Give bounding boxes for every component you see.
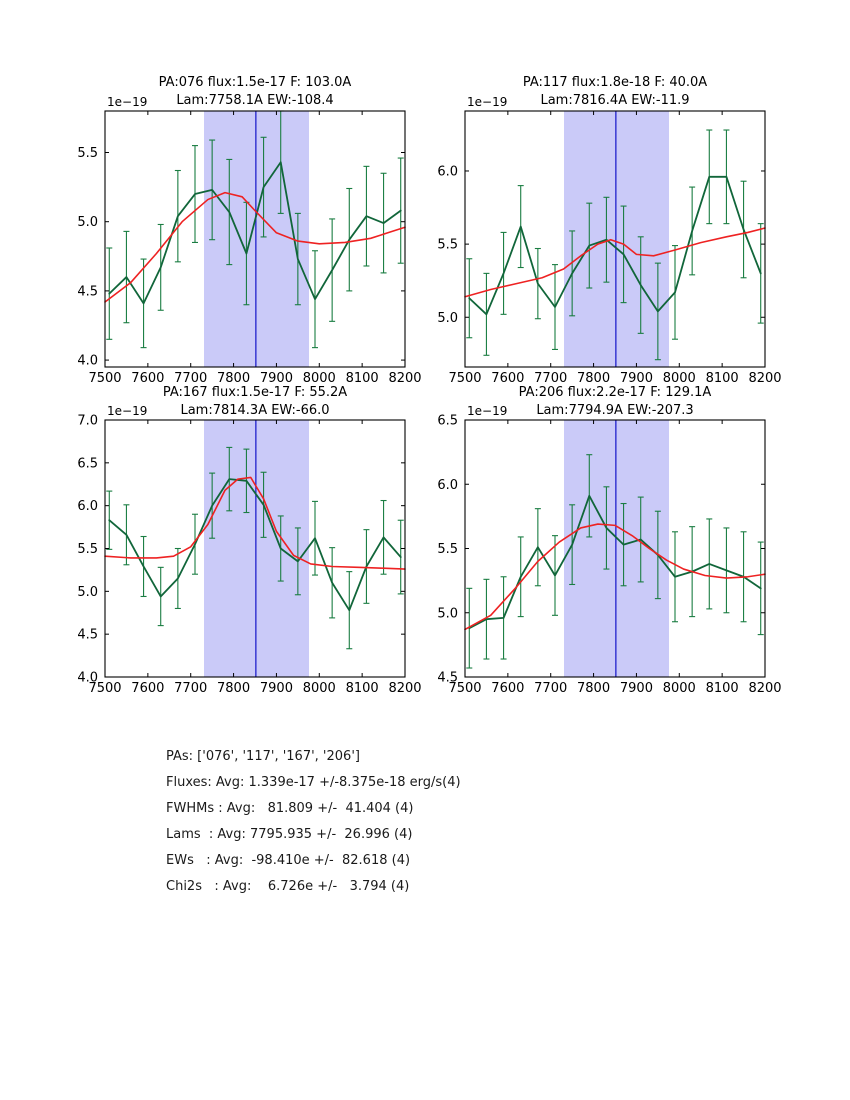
svg-text:5.0: 5.0	[77, 584, 98, 600]
svg-text:6.0: 6.0	[437, 164, 458, 180]
svg-text:8200: 8200	[748, 371, 782, 386]
svg-text:7500: 7500	[88, 371, 122, 386]
svg-text:8200: 8200	[388, 371, 422, 386]
svg-text:7600: 7600	[491, 681, 525, 696]
svg-text:7.0: 7.0	[77, 413, 98, 429]
svg-text:8000: 8000	[302, 371, 336, 386]
subplot2-title-line2: Lam:7816.4A EW:-11.9	[540, 93, 690, 108]
subplot3-title-line1: PA:167 flux:1.5e-17 F: 55.2A	[162, 385, 348, 400]
subplot3-title	[105, 384, 405, 420]
svg-text:8100: 8100	[345, 371, 379, 386]
svg-text:6.0: 6.0	[77, 499, 98, 515]
svg-text:6.5: 6.5	[77, 456, 98, 472]
summary-fluxes-line: Fluxes: Avg: 1.339e-17 +/-8.375e-18 erg/s(4)	[166, 775, 461, 790]
svg-text:7800: 7800	[577, 681, 611, 696]
summary-lams-line: Lams : Avg: 7795.935 +/- 26.996 (4)	[166, 827, 413, 842]
svg-text:5.5: 5.5	[77, 146, 98, 162]
subplot1-title-line2: Lam:7758.1A EW:-108.4	[176, 93, 334, 108]
svg-text:7500: 7500	[448, 371, 482, 386]
subplot2-offset-label: 1e−19	[467, 95, 508, 109]
subplot-4-pa206	[437, 414, 781, 697]
svg-text:7900: 7900	[619, 681, 653, 696]
summary-stats-block	[166, 744, 461, 900]
subplot1-title-line1: PA:076 flux:1.5e-17 F: 103.0A	[158, 75, 352, 90]
summary-pas-line: PAs: ['076', '117', '167', '206']	[166, 749, 360, 764]
svg-text:7700: 7700	[174, 371, 208, 386]
svg-text:7600: 7600	[491, 371, 525, 386]
subplot-3-pa167	[77, 414, 421, 697]
svg-text:8100: 8100	[705, 681, 739, 696]
svg-text:7900: 7900	[259, 681, 293, 696]
svg-text:7800: 7800	[577, 371, 611, 386]
svg-text:7700: 7700	[534, 371, 568, 386]
subplot3-offset-label: 1e−19	[107, 404, 148, 418]
svg-text:8100: 8100	[345, 681, 379, 696]
svg-text:8200: 8200	[748, 681, 782, 696]
svg-text:7900: 7900	[619, 371, 653, 386]
subplot4-offset-label: 1e−19	[467, 404, 508, 418]
svg-text:6.0: 6.0	[437, 477, 458, 493]
svg-text:5.5: 5.5	[437, 542, 458, 557]
svg-text:7500: 7500	[448, 681, 482, 696]
svg-text:5.5: 5.5	[437, 237, 458, 253]
subplot4-title-line2: Lam:7794.9A EW:-207.3	[536, 403, 694, 418]
svg-text:7800: 7800	[217, 371, 251, 386]
svg-text:7900: 7900	[259, 371, 293, 386]
summary-ews-line: EWs : Avg: -98.410e +/- 82.618 (4)	[166, 853, 411, 868]
summary-chi2s-line: Chi2s : Avg: 6.726e +/- 3.794 (4)	[166, 879, 410, 894]
subplot3-title-line2: Lam:7814.3A EW:-66.0	[180, 403, 330, 418]
svg-text:8100: 8100	[705, 371, 739, 386]
svg-text:5.0: 5.0	[437, 310, 458, 326]
svg-text:8000: 8000	[302, 681, 336, 696]
svg-text:7800: 7800	[217, 681, 251, 696]
summary-fwhms-line: FWHMs : Avg: 81.809 +/- 41.404 (4)	[166, 801, 414, 816]
svg-text:8000: 8000	[662, 681, 696, 696]
svg-text:6.5: 6.5	[437, 413, 458, 429]
svg-text:5.0: 5.0	[77, 215, 98, 231]
svg-text:7600: 7600	[131, 681, 165, 696]
subplot4-title	[465, 384, 765, 420]
svg-text:5.5: 5.5	[77, 542, 98, 557]
subplot2-title-line1: PA:117 flux:1.8e-18 F: 40.0A	[522, 75, 708, 90]
svg-text:8000: 8000	[662, 371, 696, 386]
subplot-1-pa076	[77, 111, 421, 386]
subplot1-offset-label: 1e−19	[107, 95, 148, 109]
svg-text:7700: 7700	[534, 681, 568, 696]
svg-text:4.0: 4.0	[77, 670, 98, 686]
svg-text:5.0: 5.0	[437, 606, 458, 622]
svg-text:4.5: 4.5	[77, 284, 98, 300]
subplot2-title	[465, 74, 765, 110]
svg-text:4.5: 4.5	[77, 627, 98, 643]
subplot-2-pa117	[437, 111, 781, 386]
subplot4-title-line1: PA:206 flux:2.2e-17 F: 129.1A	[518, 385, 712, 400]
svg-text:4.5: 4.5	[437, 670, 458, 686]
svg-text:7700: 7700	[174, 681, 208, 696]
subplot1-title	[105, 74, 405, 110]
svg-text:7500: 7500	[88, 681, 122, 696]
svg-text:8200: 8200	[388, 681, 422, 696]
svg-text:4.0: 4.0	[77, 353, 98, 369]
svg-text:7600: 7600	[131, 371, 165, 386]
